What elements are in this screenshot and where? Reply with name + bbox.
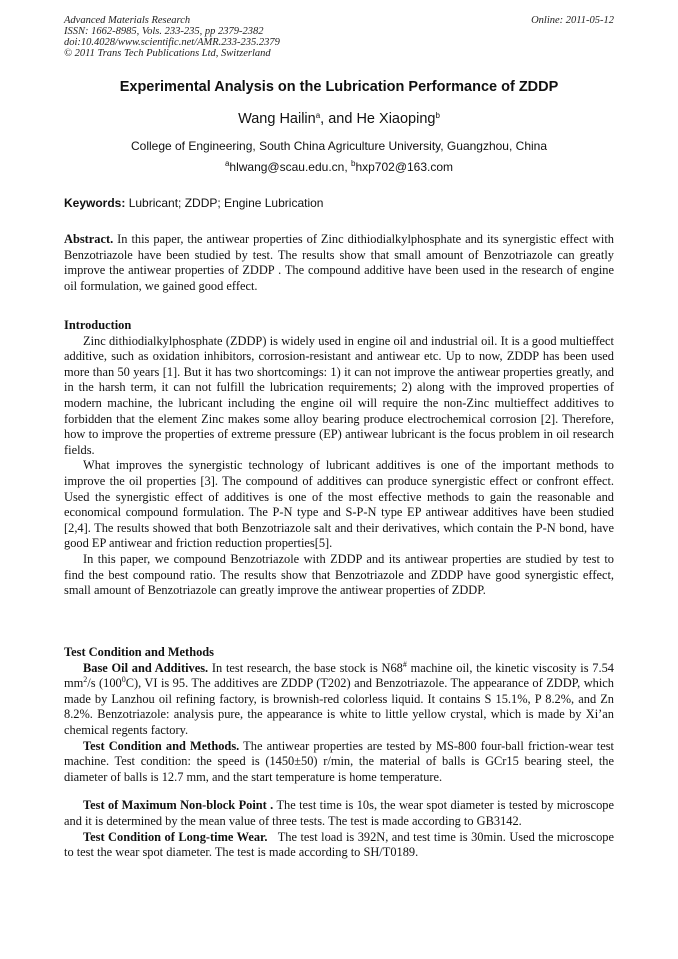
methods-heading: Test Condition and Methods [64, 645, 214, 659]
copyright-line: © 2011 Trans Tech Publications Ltd, Switzerland [64, 48, 271, 59]
base-oil-text-2: machine oil, the kinetic viscosity is 7.54 mm [64, 660, 614, 691]
email-2-mark: b [351, 159, 356, 168]
base-oil-label: Base Oil and Additives. [83, 660, 209, 675]
test-condition-label: Test Condition and Methods. [83, 738, 240, 753]
email-2[interactable]: hxp702@163.com [355, 160, 454, 174]
abstract-section [64, 232, 614, 294]
email-1[interactable]: hlwang@scau.edu.cn, [229, 160, 351, 174]
paper-title: Experimental Analysis on the Lubrication Performance of ZDDP [119, 79, 559, 95]
base-oil-paragraph [64, 661, 614, 739]
methods-section [64, 645, 618, 861]
issn-line: ISSN: 1662-8985, Vols. 233-235, pp 2379-2382 [64, 26, 264, 37]
max-non-block-text: The test time is 10s, the wear spot diameter is tested by microscope and it is determined by the mean value of three tests. The test is made according to GB3142. [64, 798, 614, 828]
long-time-wear-paragraph [64, 829, 618, 861]
author-2-mark: b [435, 111, 440, 120]
introduction-heading: Introduction [64, 318, 132, 332]
long-time-wear-text: The test load is 392N, and test time is 30min. Used the microscope to test the wear spot diameter. The test is made according to SH/T0189. [64, 829, 618, 860]
journal-name: Advanced Materials Research [64, 15, 191, 26]
email-1-mark: a [224, 159, 230, 168]
abstract-label: Abstract. [64, 232, 114, 246]
author-separator: , and [320, 111, 357, 127]
introduction-paragraph-2: What improves the synergistic technology of lubricant additives is one of the important methods to improve the oil properties [3]. The compound of additives can produce synergistic effect or confront effect. Used the synergistic effect of additives is one of the most effective methods to gain the reasonable and economical compound formulation. The P-N type and S-P-N type EP antiwear additives have been studied [2,4]. The results showed that both Benzotriazole salt and their derivatives, which contain the P-N bond, have good EP antiwear and friction reduction properties[5]. [64, 458, 614, 551]
test-condition-paragraph [64, 739, 614, 786]
keywords [64, 196, 323, 210]
author-2: He Xiaoping [356, 111, 436, 127]
introduction-section [64, 318, 614, 599]
test-condition-text: The antiwear properties are tested by MS-800 four-ball friction-wear test machine. Test condition: the speed is (1450±50) r/min, the material of balls is GCr15 bearing steel, the diameter of balls is 12.7 mm, and the start temperature is home temperature. [64, 738, 614, 784]
base-oil-text-1: In test research, the base stock is N68 [208, 660, 403, 675]
online-date: Online: 2011-05-12 [531, 15, 614, 26]
max-non-block-label: Test of Maximum Non-block Point . [83, 798, 274, 813]
long-time-wear-label: Test Condition of Long-time Wear. [83, 829, 268, 844]
keywords-text: Lubricant; ZDDP; Engine Lubrication [125, 196, 324, 210]
base-oil-sup-3: 0 [121, 675, 126, 685]
introduction-paragraph-1: Zinc dithiodialkylphosphate (ZDDP) is widely used in engine oil and industrial oil. It is a good multieffect additive, such as oxidation inhibitors, corrosion-resistant and antiwear etc. Up to now, ZDDP has been used more than 50 years [1]. But it has two shortcomings: 1) it can not improve the antiwear properties greatly, and in the harsh term, it can not fulfill the lubrication requirements; 2) along with the improved properties of modern machine, the lubricant including the engine oil will require the non-Zinc multieffect additives to forbidden that the element Zinc makes some alloy bearing produce electrochemical corrosion [2]. Therefore, how to improve the properties of extreme pressure (EP) antiwear lubricant is the focus problem in oil research fields. [64, 333, 614, 457]
base-oil-sup-1: # [402, 659, 407, 669]
abstract-text: In this paper, the antiwear properties of Zinc dithiodialkylphosphate and its synergistic effect with Benzotriazole have been studied by test. The results show that small amount of Benzotriazole can greatly improve the antiwear properties of ZDDP . The compound additive have been used in the research of engine oil formulation, we gained good effect. [64, 232, 614, 293]
introduction-paragraph-3: In this paper, we compound Benzotriazole with ZDDP and its antiwear properties are studied by test to find the best compound ratio. The results show that Benzotriazole and ZDDP have good synergistic effect, small amount of Benzotriazole can greatly improve the antiwear properties of ZDDP. [64, 551, 614, 598]
base-oil-text-4: C), VI is 95. The additives are ZDDP (T202) and Benzotriazole. The appearance of ZDDP, which made by Lanzhou oil refining factory, is brownish-red colorless liquid. It contains S 15.1%, P 8.2%, and Zn 8.2%. Benzotriazole: analysis pure, the appearance is white to little yellow crystal, which is made by Xi’an chemical regents factory. [64, 676, 615, 737]
base-oil-sup-2: 2 [83, 675, 88, 685]
base-oil-text-3: /s (100 [87, 676, 122, 691]
author-line [0, 111, 678, 127]
max-non-block-paragraph [64, 798, 614, 829]
author-1-mark: a [315, 111, 321, 120]
doi-line[interactable]: doi:10.4028/www.scientific.net/AMR.233-235.2379 [64, 37, 280, 48]
journal-header [64, 15, 280, 59]
abstract-paragraph [64, 232, 614, 294]
email-line [0, 160, 678, 174]
keywords-label: Keywords: [64, 196, 126, 210]
author-1: Wang Hailin [238, 111, 316, 127]
affiliation: College of Engineering, South China Agriculture University, Guangzhou, China [130, 139, 548, 153]
